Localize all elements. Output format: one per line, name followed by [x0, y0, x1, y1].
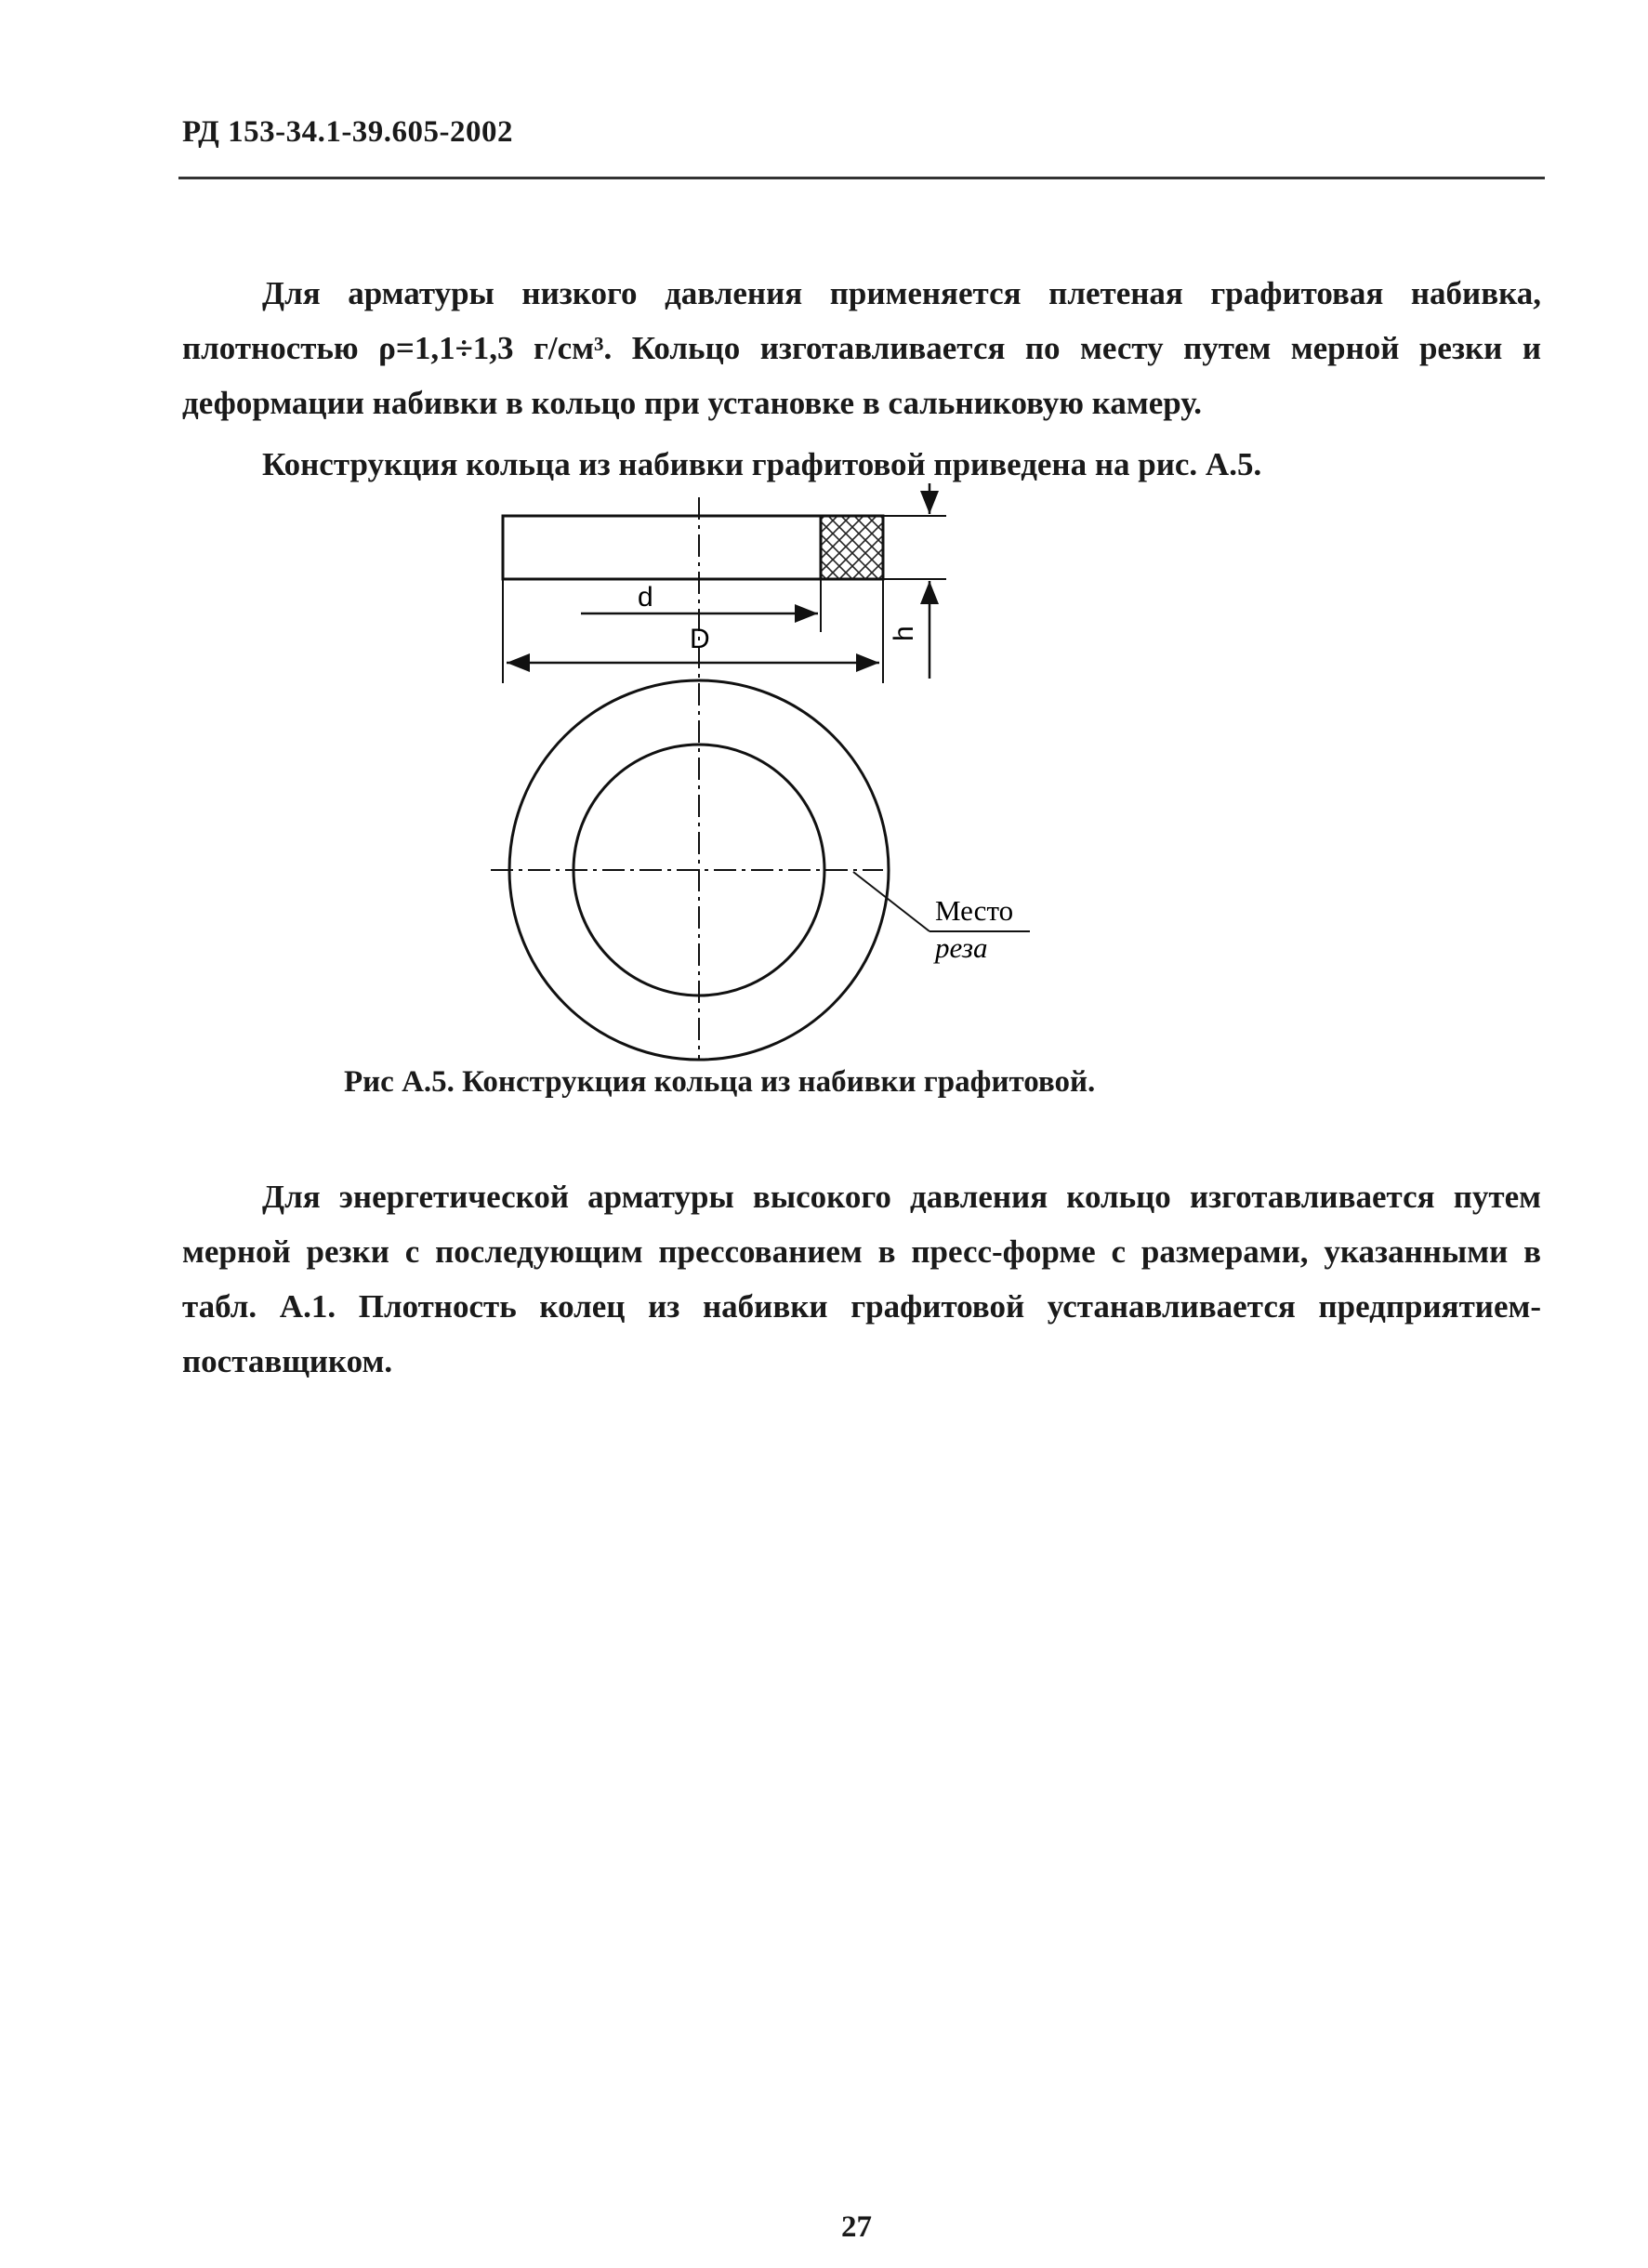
height-label: h	[889, 626, 919, 641]
cut-place-label-2: реза	[935, 931, 988, 964]
paragraph-1-text: Для арматуры низкого давления применяется плетеная графитовая набивка, плотностью ρ=1,1÷1,3 г/см³. Кольцо изготавливается по месту путем мерной резки и деформации набивки в кольцо при установке в сальниковую камеру.	[182, 275, 1541, 421]
paragraph-high-pressure	[182, 1169, 1541, 1389]
page-number: 27	[841, 2210, 872, 2244]
ring-side-view	[503, 516, 883, 579]
figure-caption: Рис А.5. Конструкция кольца из набивки графитовой.	[344, 1065, 1096, 1099]
cut-place-label-1: Место	[935, 894, 1014, 927]
document-code: РД 153-34.1-39.605-2002	[182, 115, 514, 149]
paragraph-3-text: Для энергетической арматуры высокого давления кольцо изготавливается путем мерной резки с последующим прессованием в пресс-форме с размерами, указанными в табл. А.1. Плотность колец из набивки графитовой устанавливается предприятием-поставщиком.	[182, 1179, 1541, 1379]
dimension-D	[503, 579, 883, 683]
ring-top-view	[491, 680, 889, 1060]
outer-diameter-label: D	[690, 624, 710, 654]
cut-place-callout	[853, 872, 1030, 964]
packing-cross-section	[821, 516, 883, 579]
dimension-h	[883, 483, 946, 679]
paragraph-2-text: Конструкция кольца из набивки графитовой приведена на рис. А.5.	[262, 446, 1262, 482]
inner-diameter-label: d	[638, 582, 653, 613]
